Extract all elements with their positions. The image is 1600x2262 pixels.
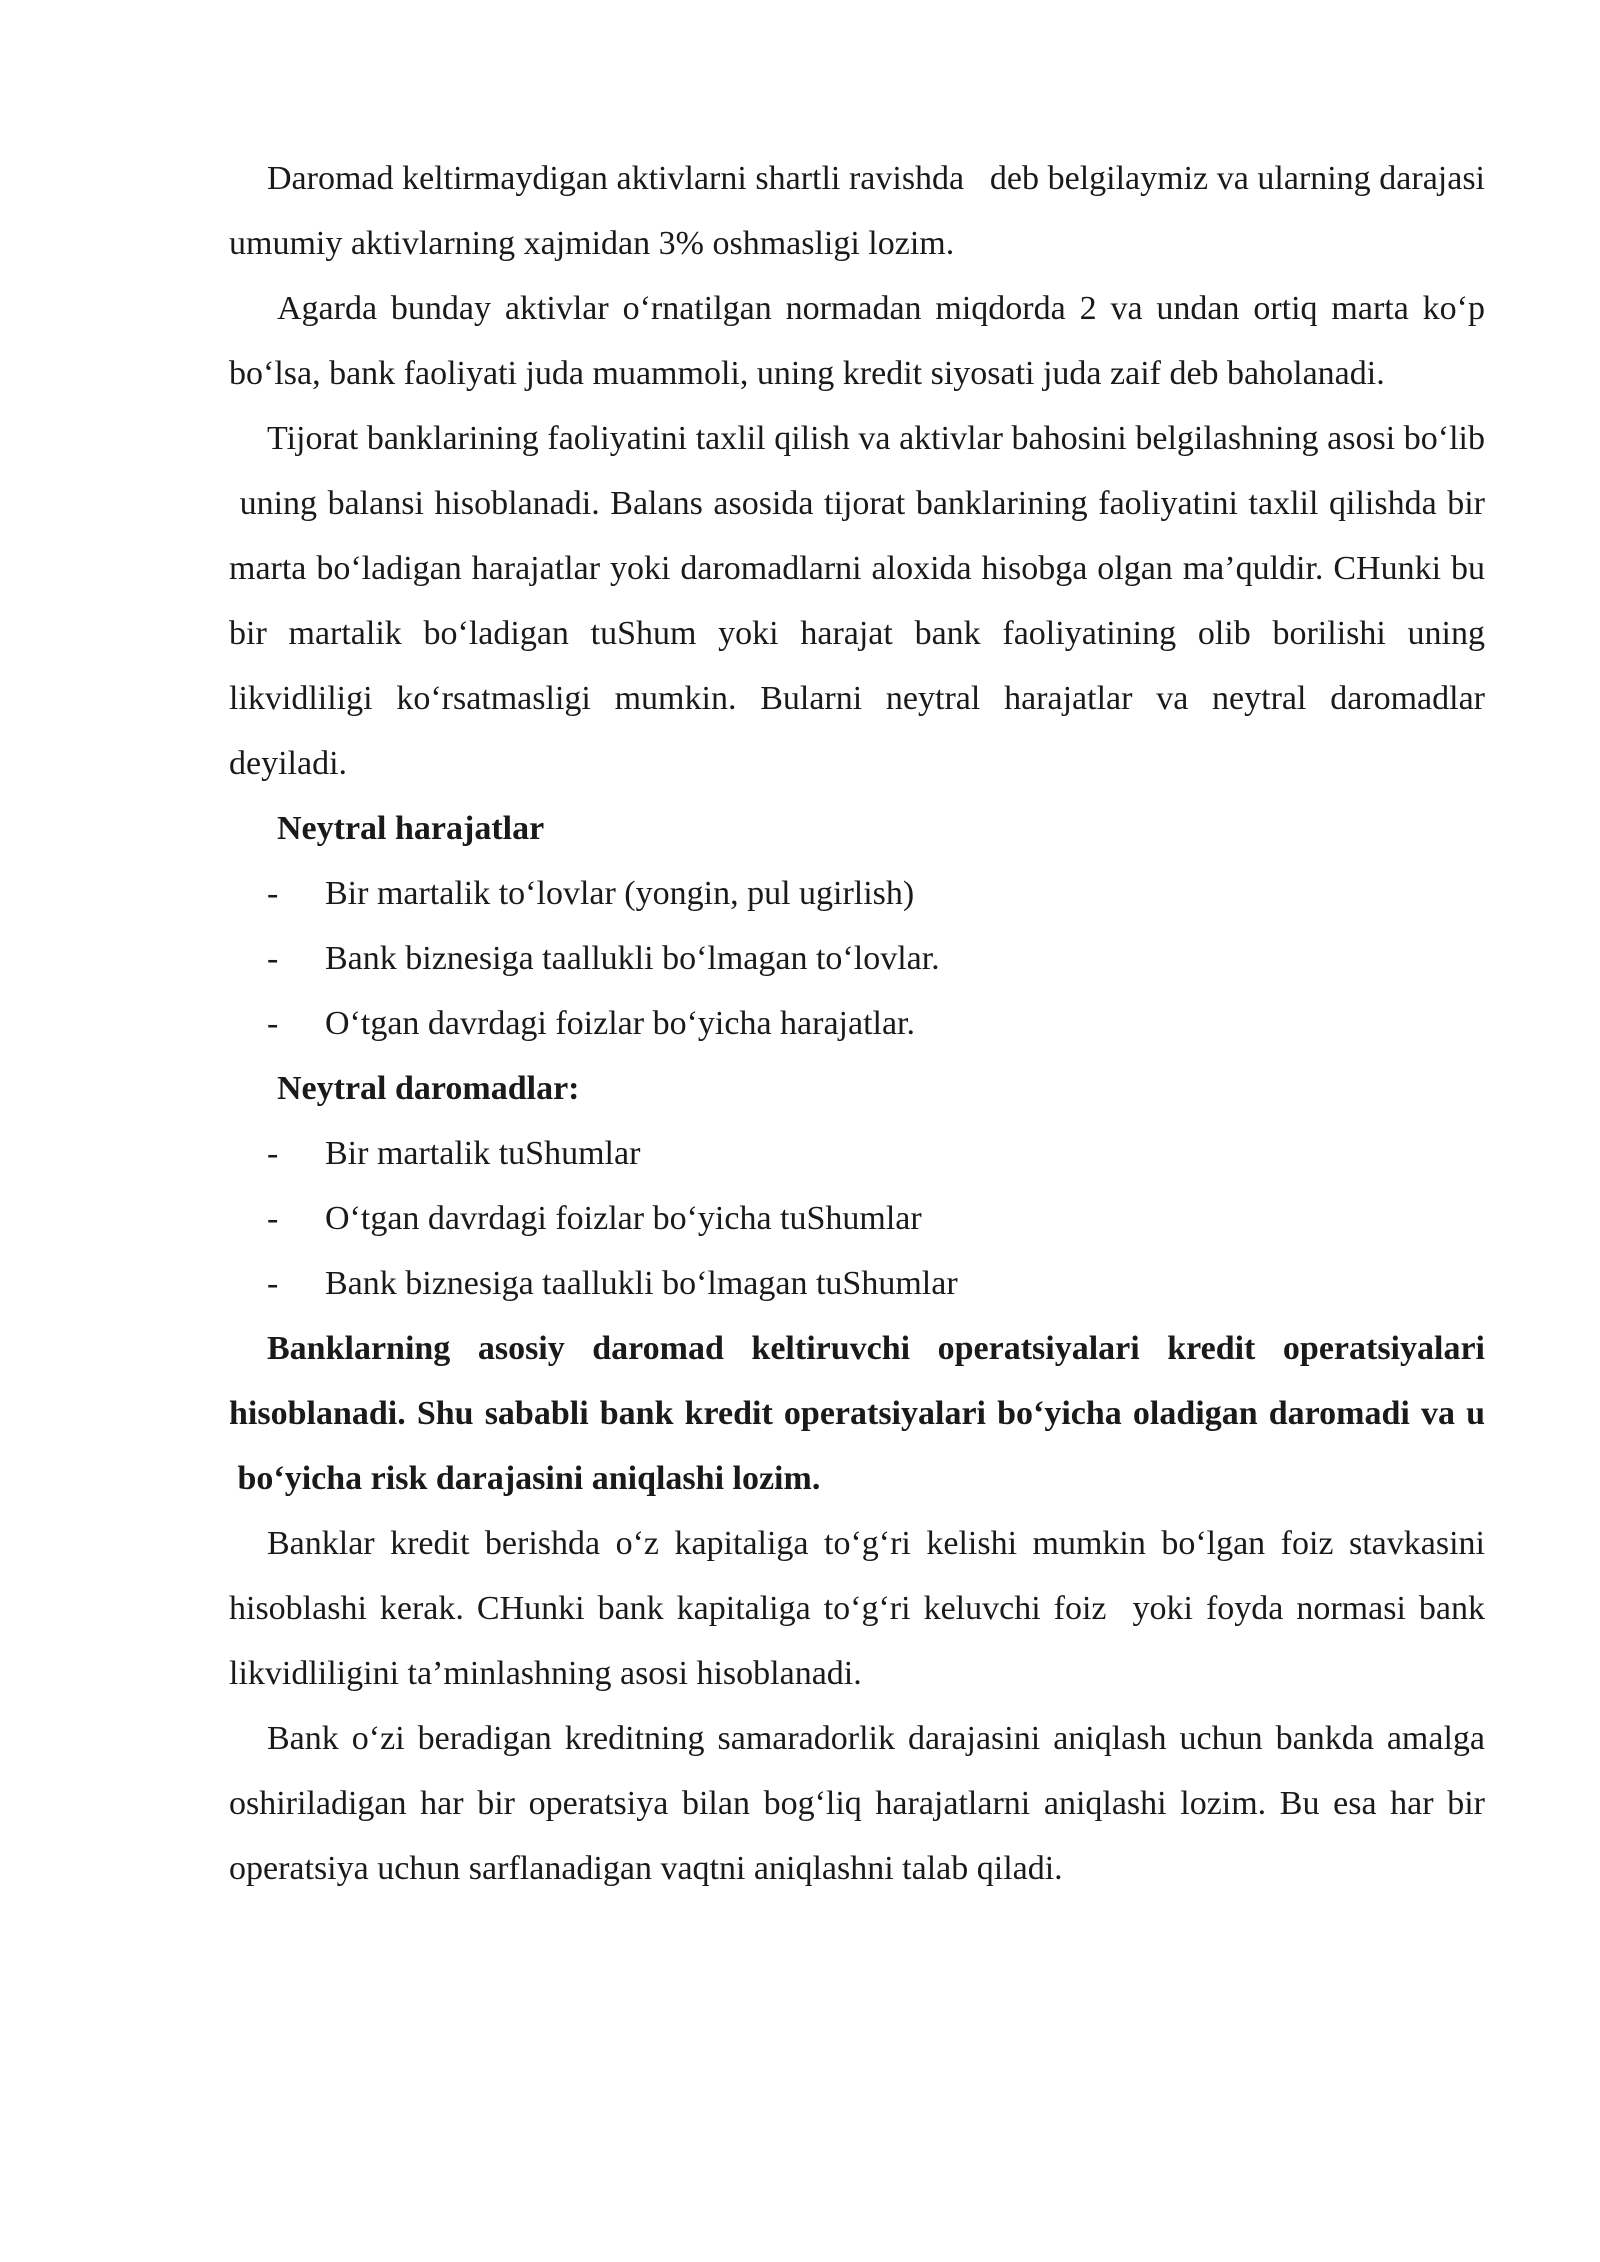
paragraph-credit-operations: Banklarning asosiy daromad keltiruvchi operatsiyalari kredit operatsiyalari hisoblanadi. Shu sababli bank kredit operatsiyalari bo‘yicha oladigan daromadi va u bo‘yicha risk darajasini aniqlashi lozim.	[229, 1330, 1485, 1497]
list-item-text: O‘tgan davrdagi foizlar bo‘yicha harajatlar.	[325, 1005, 916, 1042]
paragraph-operation-costs: Bank o‘zi beradigan kreditning samaradorlik darajasini aniqlash uchun bankda amalga oshiriladigan har bir operatsiya bilan bog‘liq harajatlarni aniqlashi lozim. Bu esa har bir operatsiya uchun sarflanadigan vaqtni aniqlashni talab qiladi.	[229, 1720, 1485, 1887]
list-item	[229, 1251, 1485, 1316]
list-marker: -	[267, 1135, 279, 1172]
list-marker: -	[267, 1265, 279, 1302]
list-item-text: Bir martalik to‘lovlar (yongin, pul ugirlish)	[325, 875, 915, 912]
list-item	[229, 1121, 1485, 1186]
list-neutral-expenses	[229, 861, 1485, 1056]
paragraph-non-earning-assets: Daromad keltirmaydigan aktivlarni shartli ravishda deb belgilaymiz va ularning darajasi umumiy aktivlarning xajmidan 3% oshmasligi lozim.	[229, 160, 1485, 262]
list-item	[229, 1186, 1485, 1251]
list-item-text: Bank biznesiga taallukli bo‘lmagan tuShumlar	[325, 1265, 958, 1302]
list-item-text: O‘tgan davrdagi foizlar bo‘yicha tuShumlar	[325, 1200, 922, 1237]
document-page	[229, 146, 1485, 1901]
paragraph-balance-analysis: Tijorat banklarining faoliyatini taxlil qilish va aktivlar bahosini belgilashning asosi bo‘lib uning balansi hisoblanadi. Balans asosida tijorat banklarining faoliyatini taxlil qilishda bir marta bo‘ladigan harajatlar yoki daromadlarni aloxida hisobga olgan ma’quldir. CHunki bu bir martalik bo‘ladigan tuShum yoki harajat bank faoliyatining olib borilishi uning likvidliligi ko‘rsatmasligi mumkin. Bularni neytral harajatlar va neytral daromadlar deyiladi.	[229, 420, 1485, 782]
paragraph-asset-norm: Agarda bunday aktivlar o‘rnatilgan normadan miqdorda 2 va undan ortiq marta ko‘p bo‘lsa, bank faoliyati juda muammoli, uning kredit siyosati juda zaif deb baholanadi.	[229, 290, 1485, 392]
list-marker: -	[267, 875, 279, 912]
list-item	[229, 926, 1485, 991]
list-marker: -	[267, 1200, 279, 1237]
list-item-text: Bank biznesiga taallukli bo‘lmagan to‘lovlar.	[325, 940, 940, 977]
heading-neutral-income: Neytral daromadlar:	[277, 1070, 580, 1107]
list-item	[229, 991, 1485, 1056]
list-neutral-income	[229, 1121, 1485, 1316]
list-item-text: Bir martalik tuShumlar	[325, 1135, 641, 1172]
heading-neutral-expenses: Neytral harajatlar	[277, 810, 545, 847]
paragraph-interest-rate: Banklar kredit berishda o‘z kapitaliga to‘g‘ri kelishi mumkin bo‘lgan foiz stavkasini hisoblashi kerak. CHunki bank kapitaliga to‘g‘ri keluvchi foiz yoki foyda normasi bank likvidliligini ta’minlashning asosi hisoblanadi.	[229, 1525, 1485, 1692]
list-marker: -	[267, 940, 279, 977]
list-item	[229, 861, 1485, 926]
list-marker: -	[267, 1005, 279, 1042]
